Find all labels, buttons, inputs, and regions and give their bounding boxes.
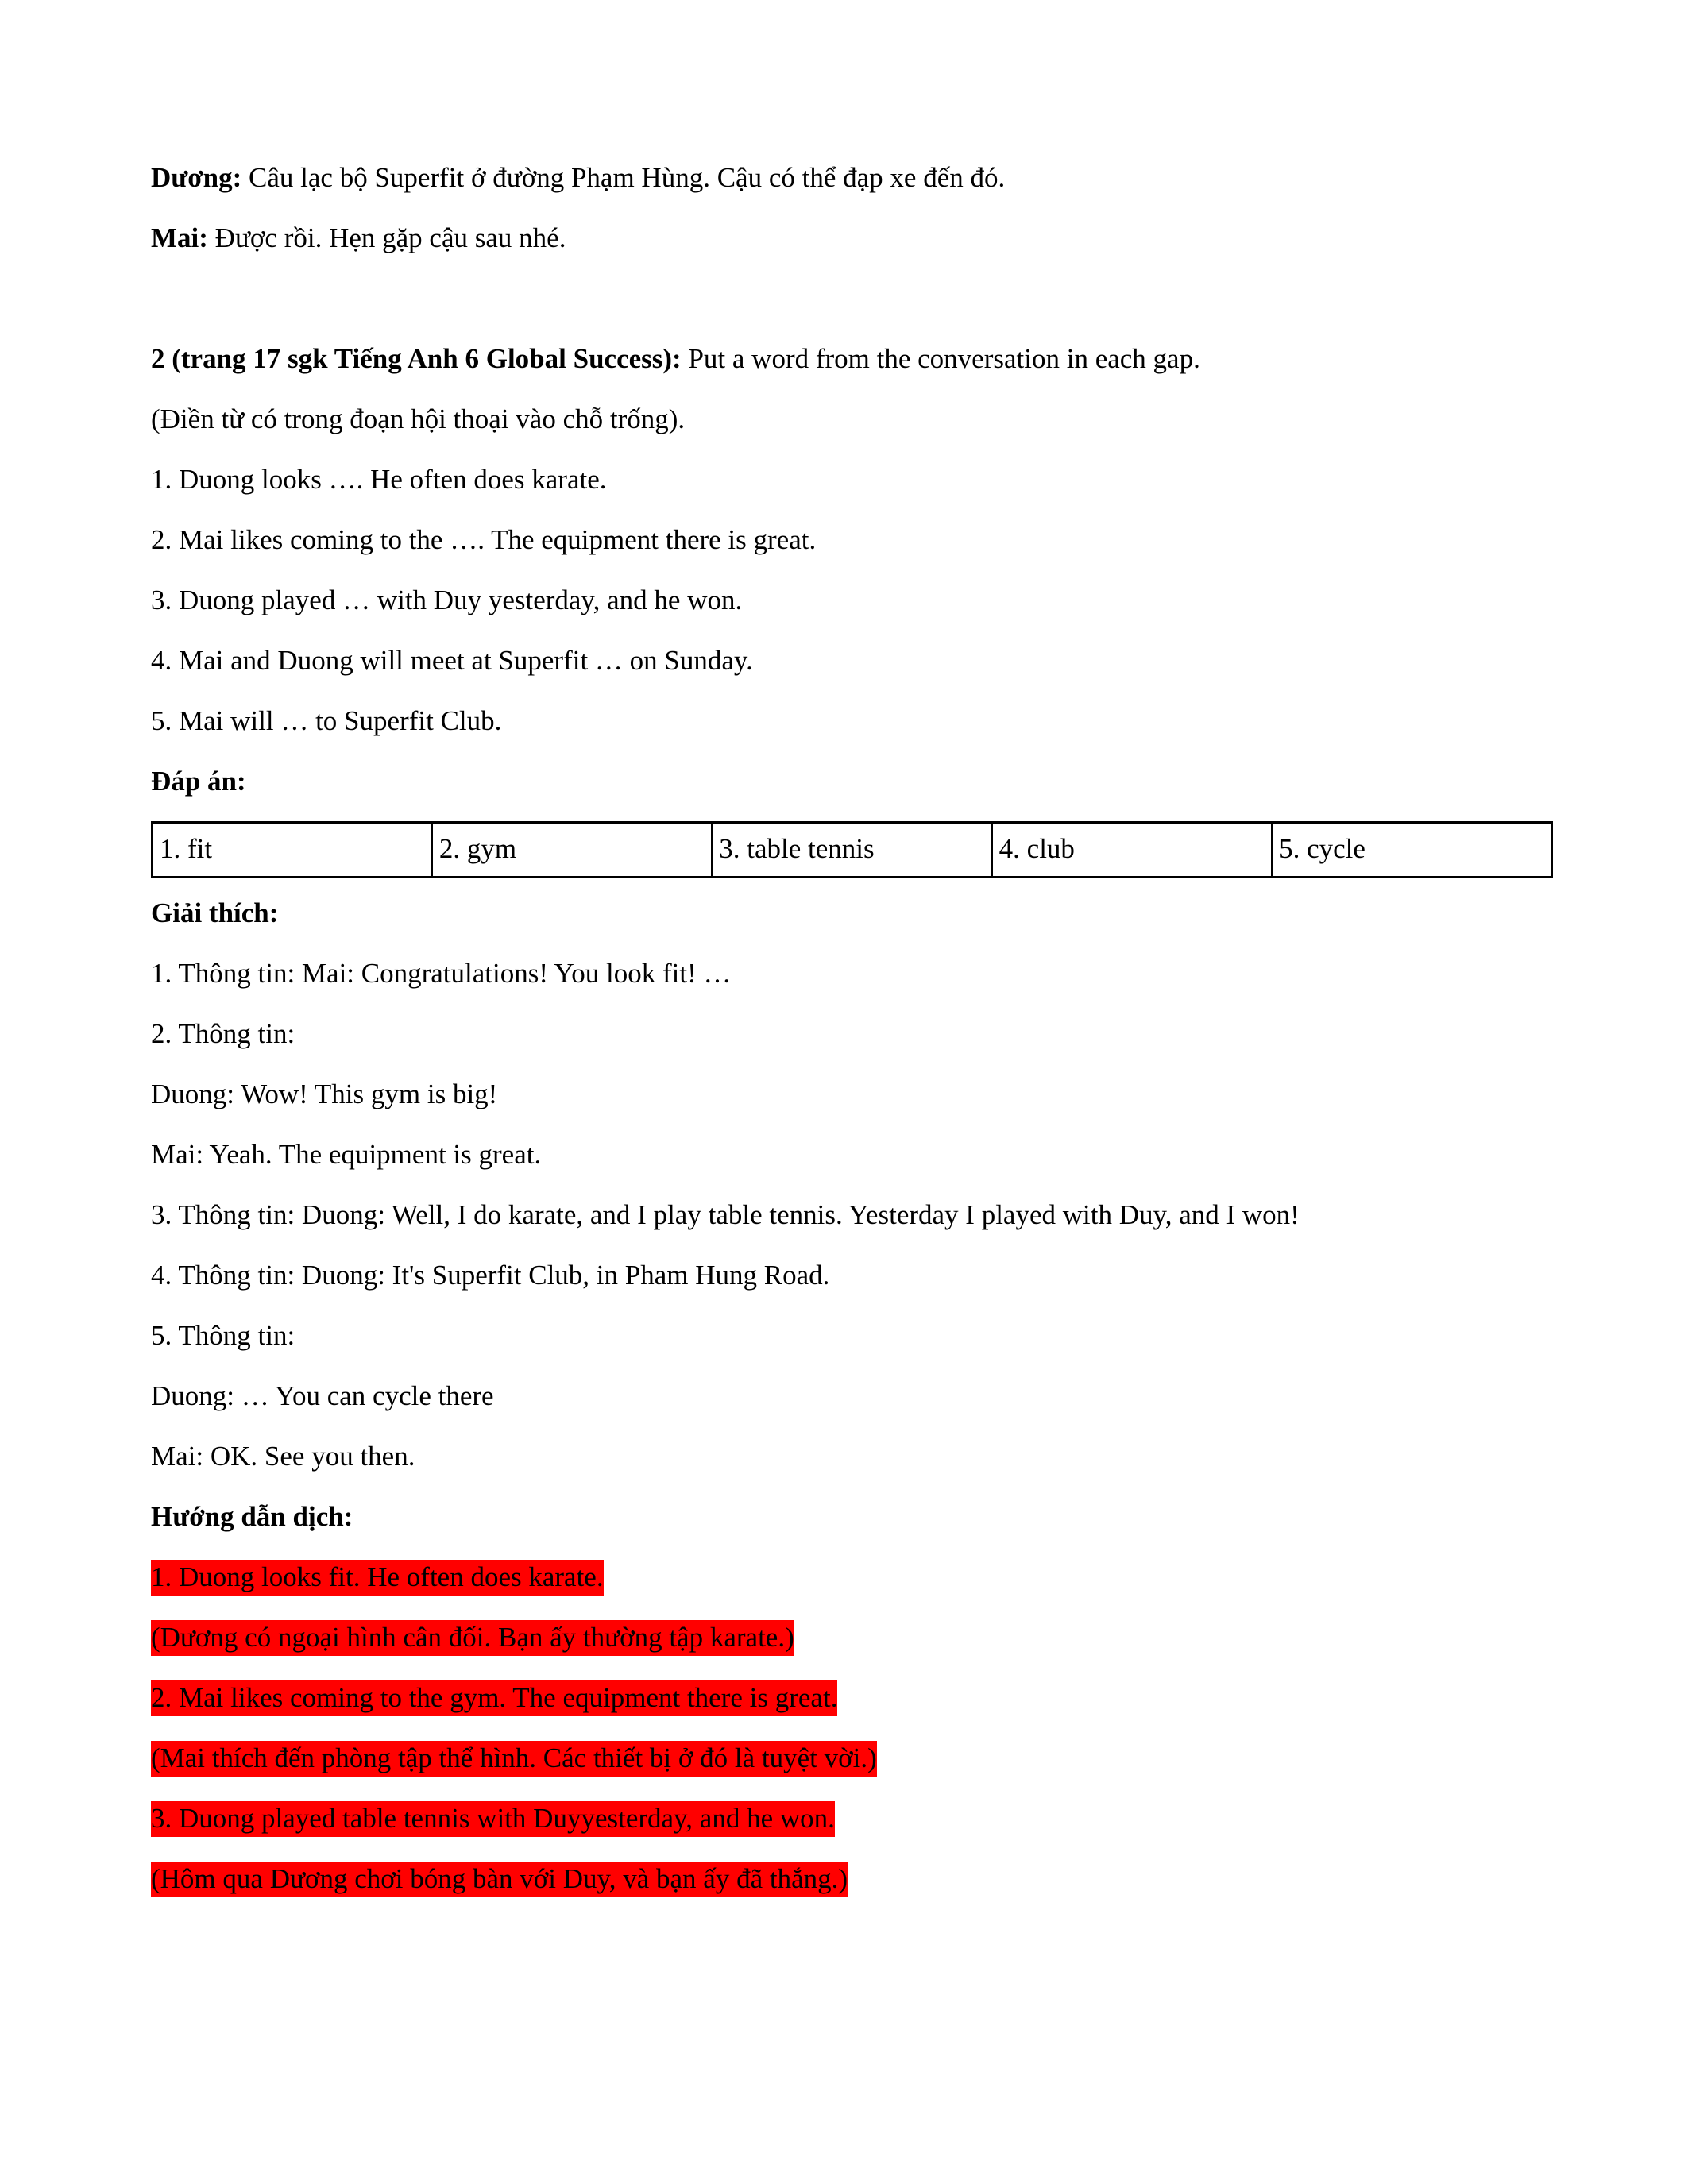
explanation-line-4: Mai: Yeah. The equipment is great. <box>151 1139 542 1170</box>
answer-cell-1: 1. fit <box>153 823 432 878</box>
translation-line-5-part-a: 3. Duong played table tennis <box>151 1801 469 1837</box>
explanation-line-5: 3. Thông tin: Duong: Well, I do karate, and I play table tennis. Yesterday I played with Duy, and I won! <box>151 1199 1300 1230</box>
translation-line-4 <box>151 1728 1553 1788</box>
answer-table <box>151 821 1553 878</box>
exercise-item-2: 2. Mai likes coming to the …. The equipment there is great. <box>151 524 817 555</box>
exercise-item-5: 5. Mai will … to Superfit Club. <box>151 705 502 736</box>
translation-line-1 <box>151 1547 1553 1607</box>
translation-line-1-part-b: fit. He often does karate. <box>322 1560 604 1596</box>
paragraph-spacer <box>151 268 1553 329</box>
explanation-label-text: Giải thích: <box>151 897 279 928</box>
translation-line-2-part-a: (Dương có ngoại hình cân đối. Bạn ấy thường tập karate.) <box>151 1620 794 1656</box>
translation-line-3 <box>151 1668 1553 1728</box>
answer-cell-2: 2. gym <box>432 823 712 878</box>
answer-cell-5: 5. cycle <box>1272 823 1551 878</box>
translation-line-5-part-b: with Duyyesterday, and he won. <box>469 1801 834 1837</box>
exercise-item-4: 4. Mai and Duong will meet at Superfit … on Sunday. <box>151 645 753 676</box>
translation-line-1-part-a: 1. Duong looks <box>151 1560 322 1596</box>
exercise-item-3: 3. Duong played … with Duy yesterday, and he won. <box>151 585 743 615</box>
exercise-heading <box>151 329 1553 389</box>
translation-label-text: Hướng dẫn dịch: <box>151 1501 353 1532</box>
answer-cell-4: 4. club <box>992 823 1272 878</box>
translation-label <box>151 1487 1553 1547</box>
explanation-line-3: Duong: Wow! This gym is big! <box>151 1078 498 1109</box>
speaker-mai: Mai: <box>151 222 208 253</box>
explanation-label <box>151 883 1553 943</box>
answer-cell-3: 3. table tennis <box>712 823 991 878</box>
explanation-line-8: Duong: … You can cycle there <box>151 1380 494 1411</box>
answer-label-text: Đáp án: <box>151 766 246 797</box>
dialogue-line-duong <box>151 148 1553 208</box>
explanation-line-7: 5. Thông tin: <box>151 1320 295 1351</box>
exercise-heading-rest: Put a word from the conversation in each gap. <box>681 343 1200 374</box>
explanation-line-1: 1. Thông tin: Mai: Congratulations! You look fit! … <box>151 958 732 989</box>
speaker-duong: Dương: <box>151 162 242 193</box>
translation-line-4-part-a: (Mai thích đến phòng tập thể hình. Các thiết bị ở đó là tuyệt vời.) <box>151 1741 877 1777</box>
exercise-heading-vietnamese: (Điền từ có trong đoạn hội thoại vào chỗ trống). <box>151 403 686 434</box>
translation-line-3-part-b: gym. The equipment there is great. <box>442 1680 837 1716</box>
translation-line-2 <box>151 1607 1553 1668</box>
translation-line-6 <box>151 1849 1553 1909</box>
translation-line-6-part-a: (Hôm qua Dương chơi bóng bàn với Duy, và bạn ấy đã thắng.) <box>151 1862 848 1897</box>
translation-line-3-part-a: 2. Mai likes coming to the <box>151 1680 442 1716</box>
explanation-line-9: Mai: OK. See you then. <box>151 1441 415 1472</box>
dialogue-line-mai <box>151 208 1553 268</box>
table-row <box>153 823 1552 878</box>
answer-label <box>151 751 1553 812</box>
dialogue-text-duong: Câu lạc bộ Superfit ở đường Phạm Hùng. Cậu có thể đạp xe đến đó. <box>241 162 1006 193</box>
dialogue-text-mai: Được rồi. Hẹn gặp cậu sau nhé. <box>207 222 566 253</box>
exercise-heading-bold: 2 (trang 17 sgk Tiếng Anh 6 Global Success): <box>151 343 682 374</box>
explanation-line-2: 2. Thông tin: <box>151 1018 295 1049</box>
translation-line-5 <box>151 1788 1553 1849</box>
explanation-line-6: 4. Thông tin: Duong: It's Superfit Club, in Pham Hung Road. <box>151 1260 830 1291</box>
exercise-item-1: 1. Duong looks …. He often does karate. <box>151 464 607 495</box>
